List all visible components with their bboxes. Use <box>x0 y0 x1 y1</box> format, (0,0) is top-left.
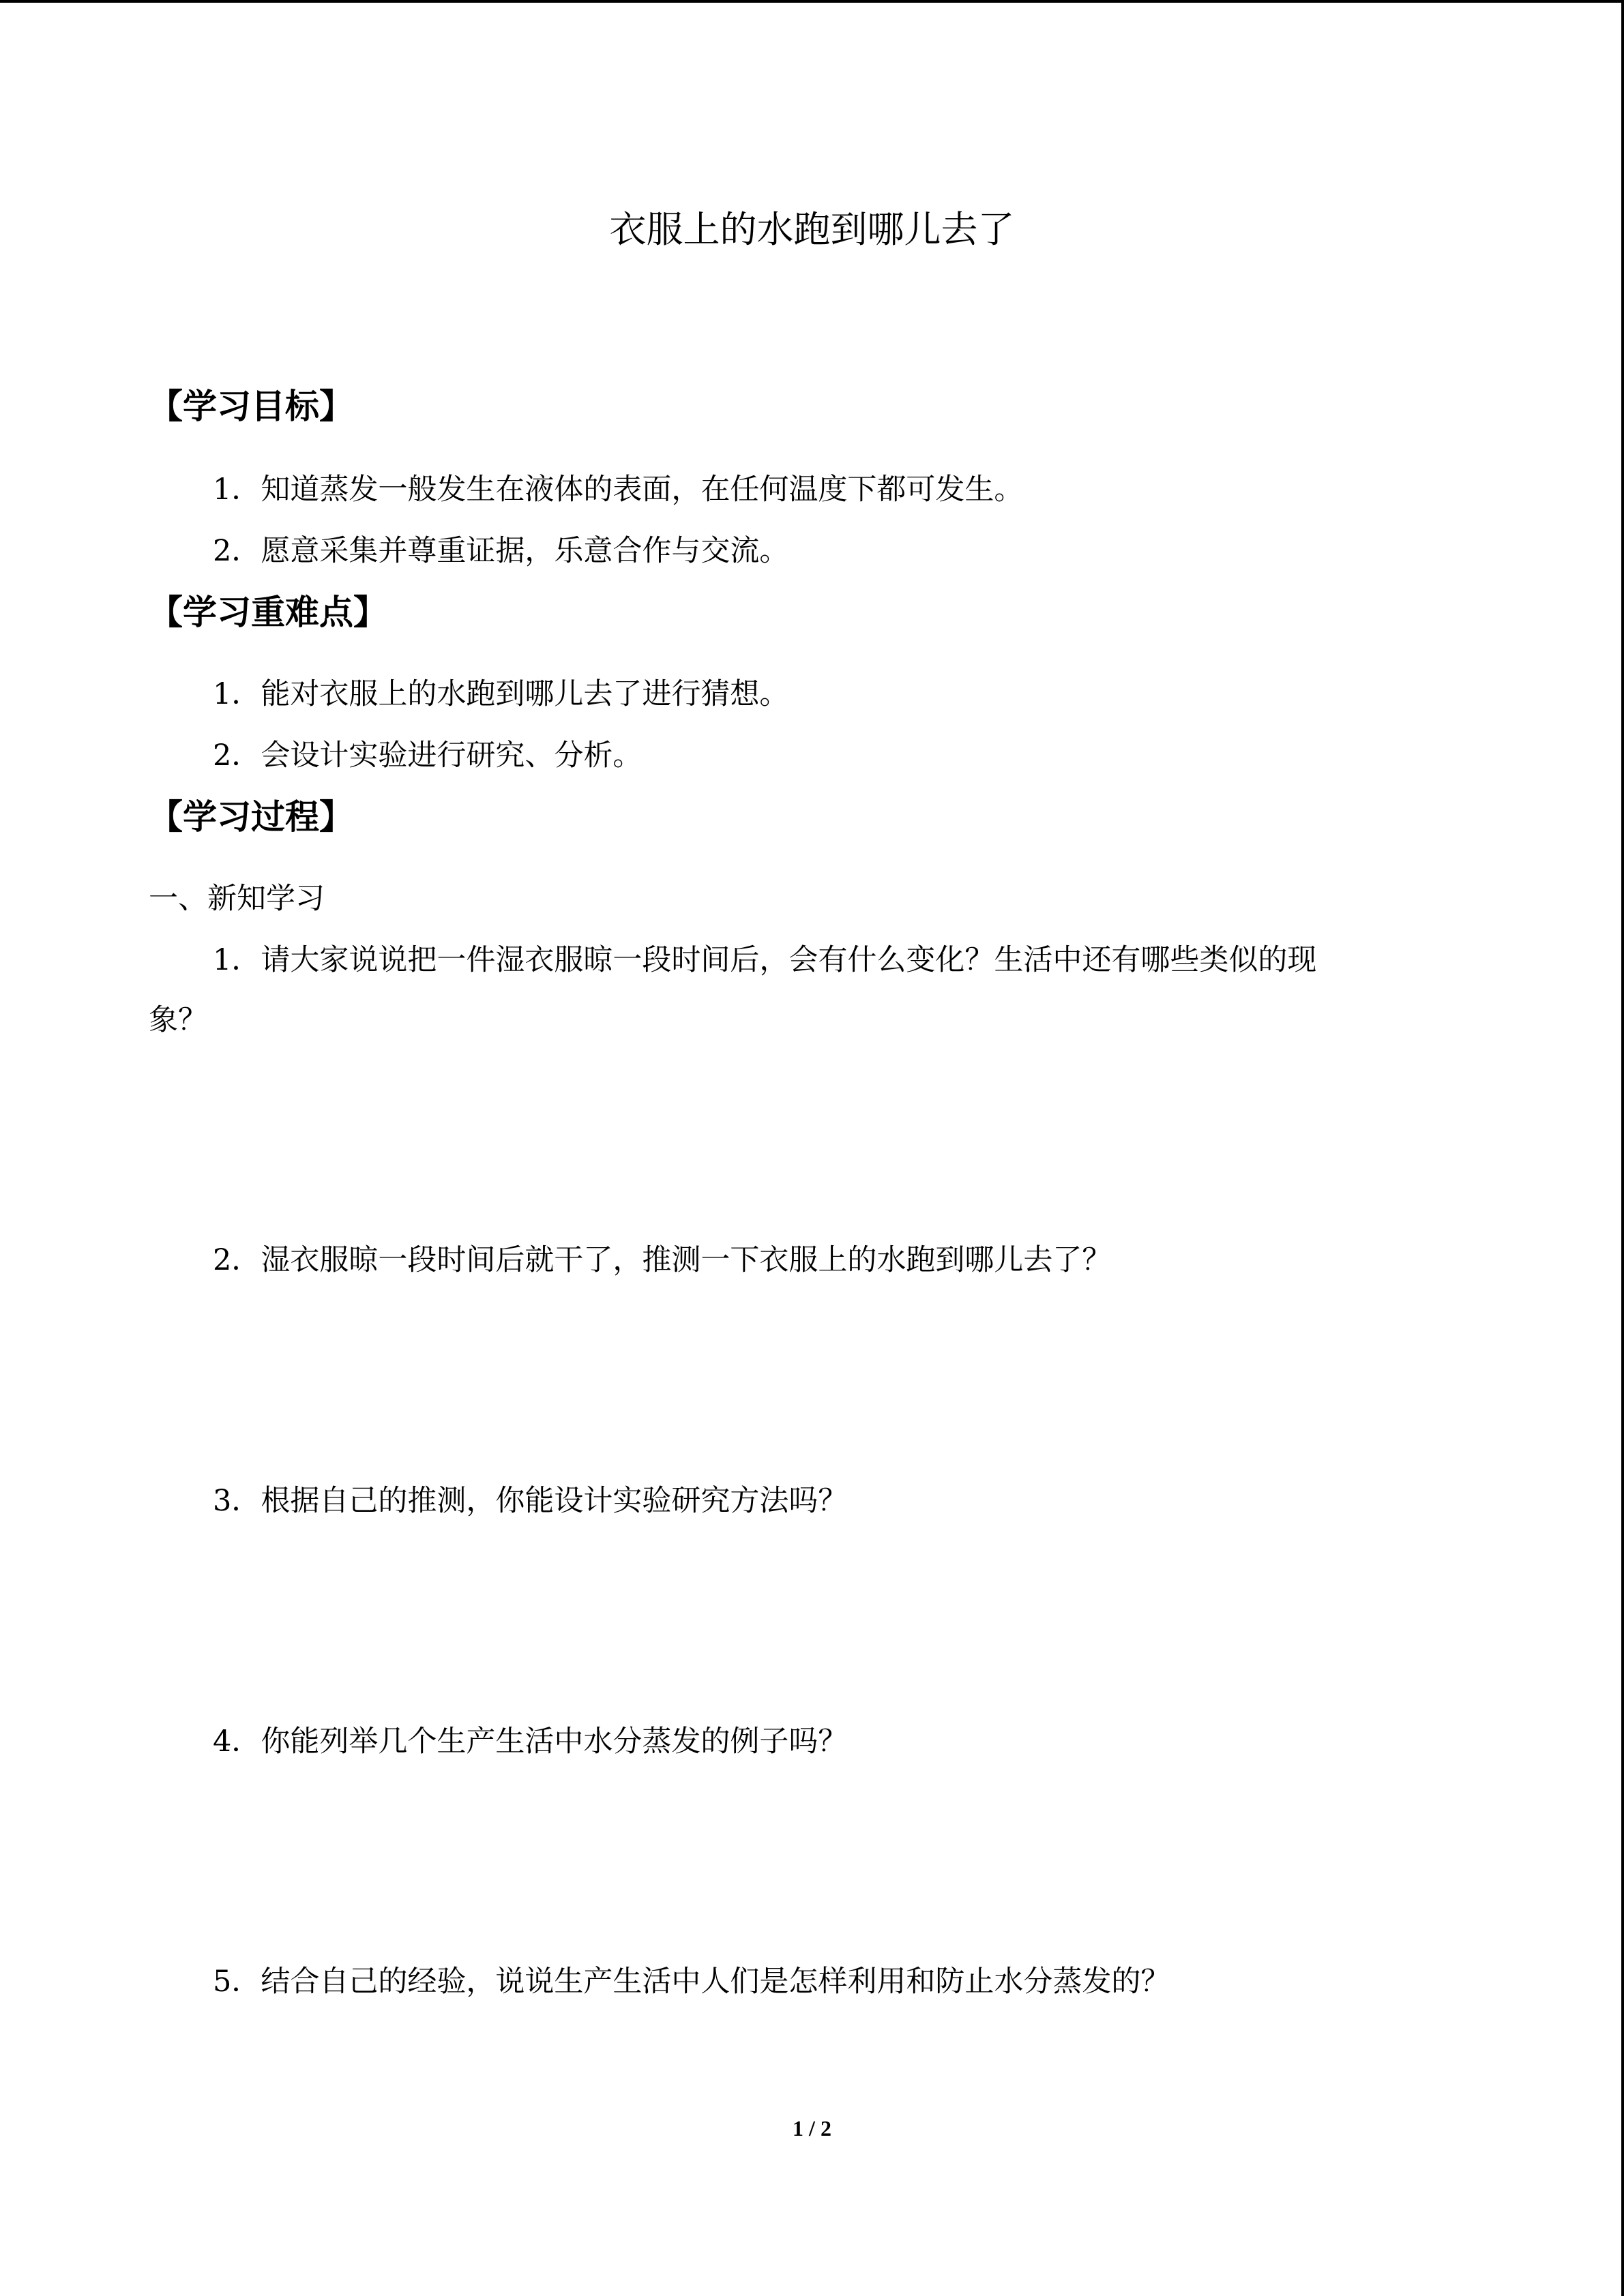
question-3: 3．根据自己的推测，你能设计实验研究方法吗？ <box>213 1484 848 1518</box>
objective-item-1: 1．知道蒸发一般发生在液体的表面，在任何温度下都可发生。 <box>213 473 1024 507</box>
key-points-heading: 【学习重难点】 <box>149 593 387 632</box>
objective-item-2: 2．愿意采集并尊重证据，乐意合作与交流。 <box>213 534 789 568</box>
objectives-heading: 【学习目标】 <box>149 387 353 426</box>
document-title: 衣服上的水跑到哪儿去了 <box>609 208 1015 251</box>
question-2: 2．湿衣服晾一段时间后就干了，推测一下衣服上的水跑到哪儿去了？ <box>213 1243 1112 1277</box>
question-5: 5．结合自己的经验，说说生产生活中人们是怎样利用和防止水分蒸发的？ <box>213 1965 1170 1999</box>
process-heading: 【学习过程】 <box>149 797 353 837</box>
key-point-item-1: 1．能对衣服上的水跑到哪儿去了进行猜想。 <box>213 677 789 711</box>
page-number: 1 / 2 <box>793 2116 831 2141</box>
question-1-line-1: 1．请大家说说把一件湿衣服晾一段时间后，会有什么变化？生活中还有哪些类似的现 <box>213 943 1317 977</box>
question-4: 4．你能列举几个生产生活中水分蒸发的例子吗？ <box>213 1725 848 1759</box>
question-1-line-2: 象？ <box>149 1003 207 1037</box>
section-title: 一、新知学习 <box>149 882 325 916</box>
key-point-item-2: 2．会设计实验进行研究、分析。 <box>213 739 643 773</box>
